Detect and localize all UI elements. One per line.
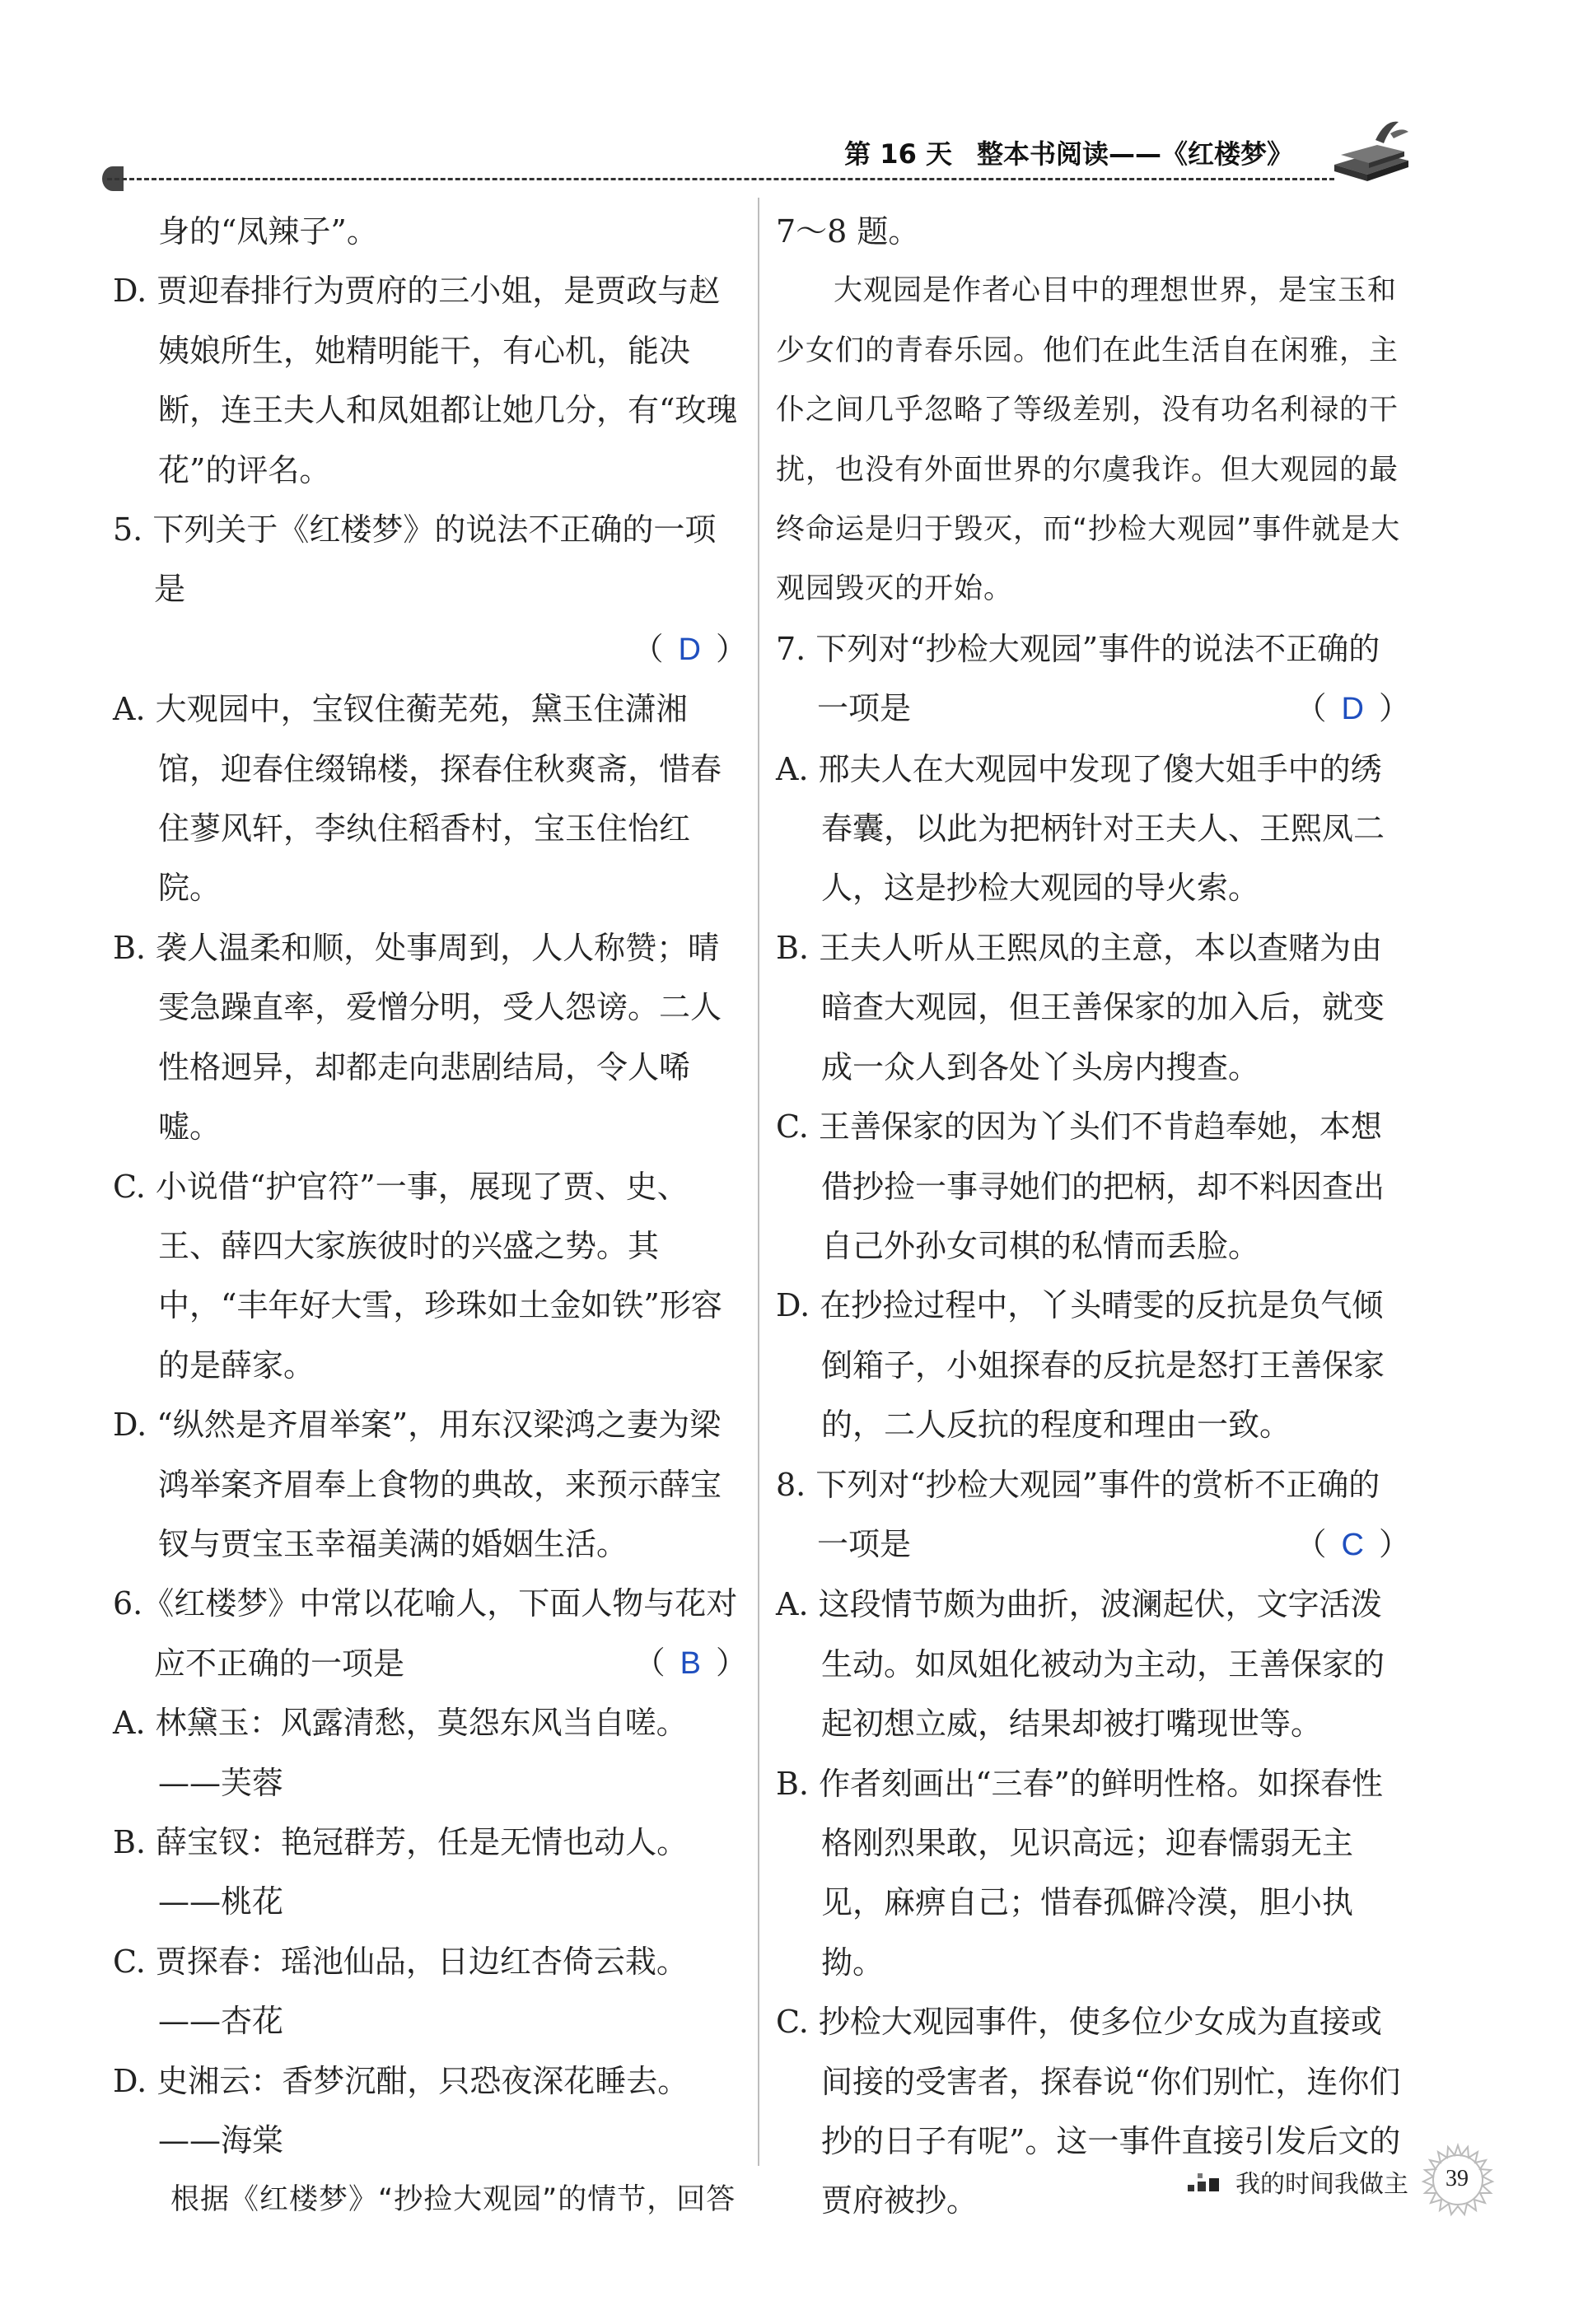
q6-stem-text: 6.《红楼梦》中常以花喻人，下面人物与花对应不正确的一项是 — [113, 1585, 738, 1682]
q5-option-c: C. 小说借“护官符”一事，展现了贾、史、王、薛四大家族彼时的兴盛之势。其中，“丰年好大雪，珍珠如土金如铁”形容的是薛家。 — [113, 1168, 722, 1384]
q5-stem: 5. 下列关于《红楼梦》的说法不正确的一项是 — [113, 511, 717, 608]
header-title — [844, 133, 1293, 171]
page-header — [107, 124, 1400, 189]
q5-option-b: B. 袭人温柔和顺，处事周到，人人称赞；晴雯急躁直率，爱憎分明，受人怨谤。二人性格迥异，却都走向悲剧结局，令人唏嘘。 — [113, 929, 722, 1146]
left-column — [113, 202, 747, 2230]
footer-squares-icon — [1186, 2167, 1227, 2200]
q8-option-a: A. 这段情节颇为曲折，波澜起伏，文字活泼生动。如凤姐化被动为主动，王善保家的起初想立威，结果却被打嘴现世等。 — [776, 1586, 1385, 1743]
header-subject: 整本书阅读——《红楼梦》 — [976, 138, 1293, 170]
q6-option-b: B. 薛宝钗：艳冠群芳，任是无情也动人。——桃花 — [113, 1823, 689, 1920]
right-column — [776, 202, 1410, 2231]
q5-option-a: A. 大观园中，宝钗住蘅芜苑，黛玉住潇湘馆，迎春住缀锦楼，探春住秋爽斋，惜春住蓼风轩，李纨住稻香村，宝玉住怡红院。 — [113, 691, 722, 907]
q8-option-c: C. 抄检大观园事件，使多位少女成为直接或间接的受害者，探春说“你们别忙，连你们抄的日子有呢”。这一事件直接引发后文的贾府被抄。 — [776, 2004, 1401, 2219]
q7-stem: 7. 下列对“抄检大观园”事件的说法不正确的一项是 — [776, 630, 1380, 727]
column-divider — [758, 198, 759, 2166]
q5-option-d: D. “纵然是齐眉举案”，用东汉梁鸿之妻为梁鸿举案齐眉奉上食物的典故，来预示薛宝钗与贾宝玉幸福美满的婚姻生活。 — [113, 1407, 722, 1562]
page-footer — [1186, 2129, 1499, 2228]
q6-stem — [113, 1574, 747, 1693]
q7-answer-line: （ D ） — [776, 679, 1410, 739]
page-number: 39 — [1446, 2166, 1469, 2191]
q6-answer: B — [680, 1645, 701, 1681]
q5-answer: D — [678, 632, 701, 667]
q4-continuation: 身的“凤辣子”。 — [158, 213, 378, 250]
q4-option-d: D. 贾迎春排行为贾府的三小姐，是贾政与赵姨娘所生，她精明能干，有心机，能决断，连王夫人和凤姐都让她几分，有“玫瑰花”的评名。 — [113, 273, 738, 488]
q8-stem: 8. 下列对“抄检大观园”事件的赏析不正确的一项是 — [776, 1466, 1380, 1562]
q8-answer-line: （ C ） — [776, 1514, 1410, 1575]
q6-option-c: C. 贾探春：瑶池仙品，日边红杏倚云栽。——杏花 — [113, 1943, 688, 2040]
q6-answer-line: （ B ） — [634, 1633, 747, 1693]
q7-option-b: B. 王夫人听从王熙凤的主意，本以查赌为由暗查大观园，但王善保家的加入后，就变成一众人到各处丫头房内搜查。 — [776, 929, 1385, 1085]
passage-intro-end: 7～8 题。 — [776, 213, 920, 250]
header-dashed-rule — [107, 178, 1334, 180]
q7-answer: D — [1341, 692, 1364, 727]
q7-option-a: A. 邢夫人在大观园中发现了傻大姐手中的绣春囊，以此为把柄针对王夫人、王熙凤二人，这是抄检大观园的导火索。 — [776, 750, 1385, 907]
header-day: 第 16 天 — [844, 138, 952, 170]
books-icon — [1326, 115, 1417, 189]
footer-slogan: 我的时间我做主 — [1235, 2170, 1408, 2199]
q7-option-d: D. 在抄捡过程中，丫头晴雯的反抗是负气倾倒箱子，小姐探春的反抗是怒打王善保家的，二人反抗的程度和理由一致。 — [776, 1287, 1385, 1444]
passage-intro: 根据《红楼梦》“抄捡大观园”的情节，回答 — [170, 2183, 736, 2217]
q6-option-d: D. 史湘云：香梦沉酣，只恐夜深花睡去。——海棠 — [113, 2062, 689, 2158]
reading-passage: 大观园是作者心目中的理想世界，是宝玉和少女们的青春乐园。他们在此生活自在闲雅，主仆之间几乎忽略了等级差别，没有功名利禄的干扰，也没有外面世界的尔虞我诈。但大观园的最终命运是归于毁灭，而“抄检大观园”事件就是大观园毁灭的开始。 — [776, 274, 1401, 606]
q5-answer-line: （ D ） — [113, 619, 747, 679]
q6-option-a: A. 林黛玉：风露清愁，莫怨东风当自嗟。——芙蓉 — [113, 1705, 688, 1801]
q8-answer: C — [1341, 1527, 1364, 1562]
q7-option-c: C. 王善保家的因为丫头们不肯趋奉她，本想借抄捡一事寻她们的把柄，却不料因查出自己外孙女司棋的私情而丢脸。 — [776, 1108, 1385, 1264]
q8-option-b: B. 作者刻画出“三春”的鲜明性格。如探春性格刚烈果敢，见识高远；迎春懦弱无主见，麻痹自己；惜春孤僻冷漠，胆小执拗。 — [776, 1765, 1383, 1981]
